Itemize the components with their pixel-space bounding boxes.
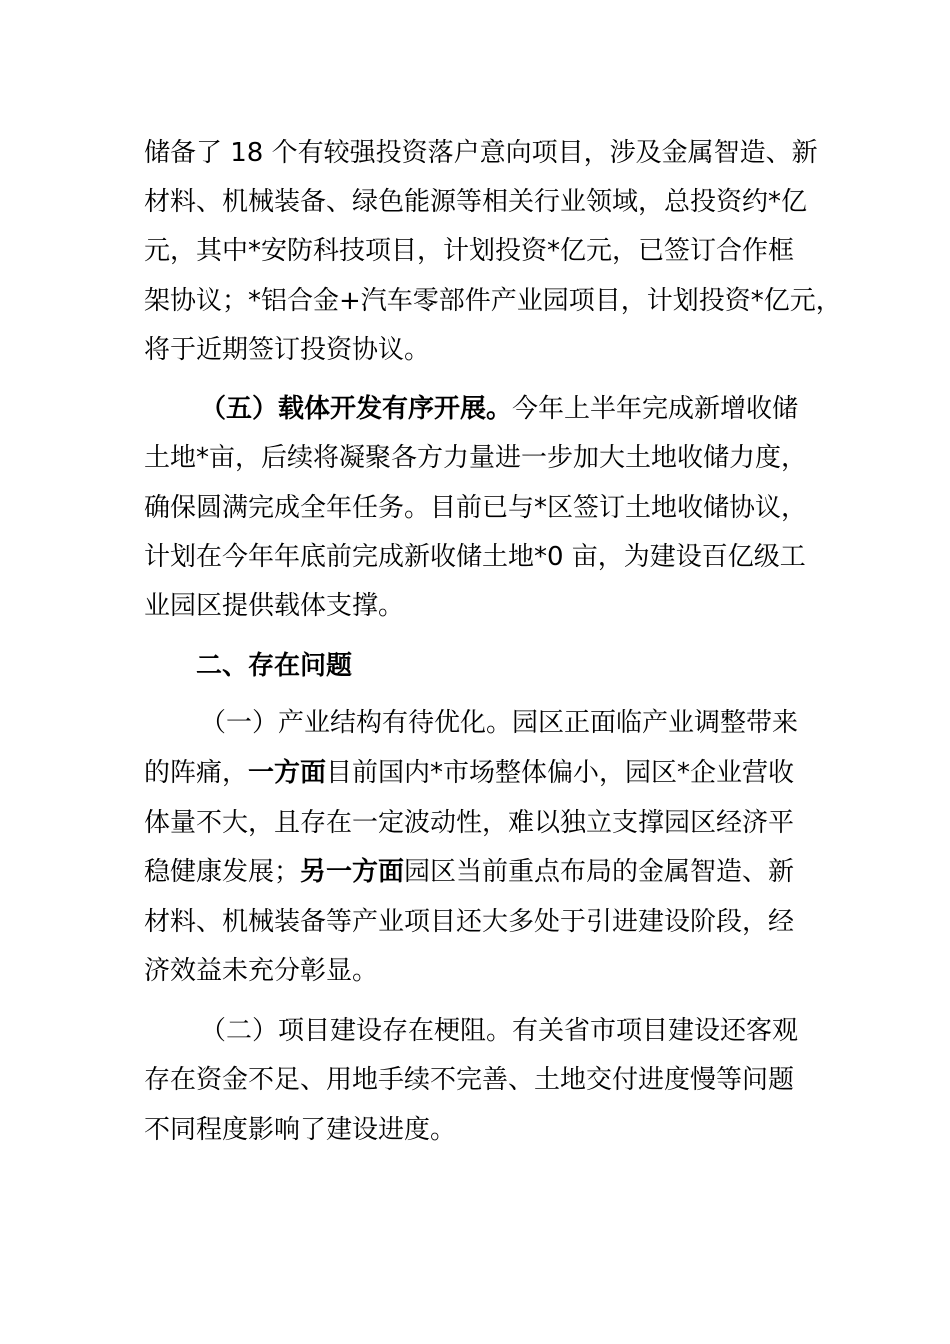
text-line bbox=[200, 391, 798, 427]
text-line: 济效益未充分彰显。 bbox=[144, 956, 379, 986]
emphasis-text: 另一方面 bbox=[300, 857, 405, 887]
text-line: 体量不大，且存在一定波动性，难以独立支撑园区经济平 bbox=[144, 808, 795, 838]
text-line bbox=[144, 854, 794, 890]
subsection-heading: （五）载体开发有序开展。 bbox=[200, 394, 513, 424]
text-line: 材料、机械装备、绿色能源等相关行业领域，总投资约*亿 bbox=[144, 187, 808, 217]
text-line: 储备了 18 个有较强投资落户意向项目，涉及金属智造、新 bbox=[144, 138, 818, 168]
text-span: 目前国内*市场整体偏小，园区*企业营收 bbox=[326, 758, 795, 788]
text-line: （二）项目建设存在梗阻。有关省市项目建设还客观 bbox=[200, 1016, 799, 1046]
text-span: 今年上半年完成新增收储 bbox=[512, 394, 799, 424]
section-heading: 二、存在问题 bbox=[196, 651, 353, 681]
emphasis-text: 一方面 bbox=[248, 758, 327, 788]
text-line: 存在资金不足、用地手续不完善、土地交付进度慢等问题 bbox=[144, 1065, 795, 1095]
text-line: 材料、机械装备等产业项目还大多处于引进建设阶段，经 bbox=[144, 907, 795, 937]
text-span: 稳健康发展； bbox=[144, 857, 301, 887]
text-line: （一）产业结构有待优化。园区正面临产业调整带来 bbox=[200, 708, 799, 738]
text-line: 业园区提供载体支撑。 bbox=[144, 591, 405, 621]
text-line: 计划在今年年底前完成新收储土地*0 亩，为建设百亿级工 bbox=[144, 542, 806, 572]
text-line: 确保圆满完成全年任务。目前已与*区签订土地收储协议， bbox=[144, 493, 808, 523]
text-line: 不同程度影响了建设进度。 bbox=[144, 1115, 457, 1145]
text-span: 园区当前重点布局的金属智造、新 bbox=[404, 857, 795, 887]
text-line: 将于近期签订投资协议。 bbox=[144, 335, 431, 365]
text-line: 土地*亩，后续将凝聚各方力量进一步加大土地收储力度， bbox=[144, 443, 808, 473]
text-span: 的阵痛， bbox=[144, 758, 249, 788]
text-line: 架协议；*铝合金+汽车零部件产业园项目，计划投资*亿元， bbox=[144, 286, 842, 316]
text-line bbox=[144, 755, 794, 791]
text-line: 元，其中*安防科技项目，计划投资*亿元，已签订合作框 bbox=[144, 236, 795, 266]
